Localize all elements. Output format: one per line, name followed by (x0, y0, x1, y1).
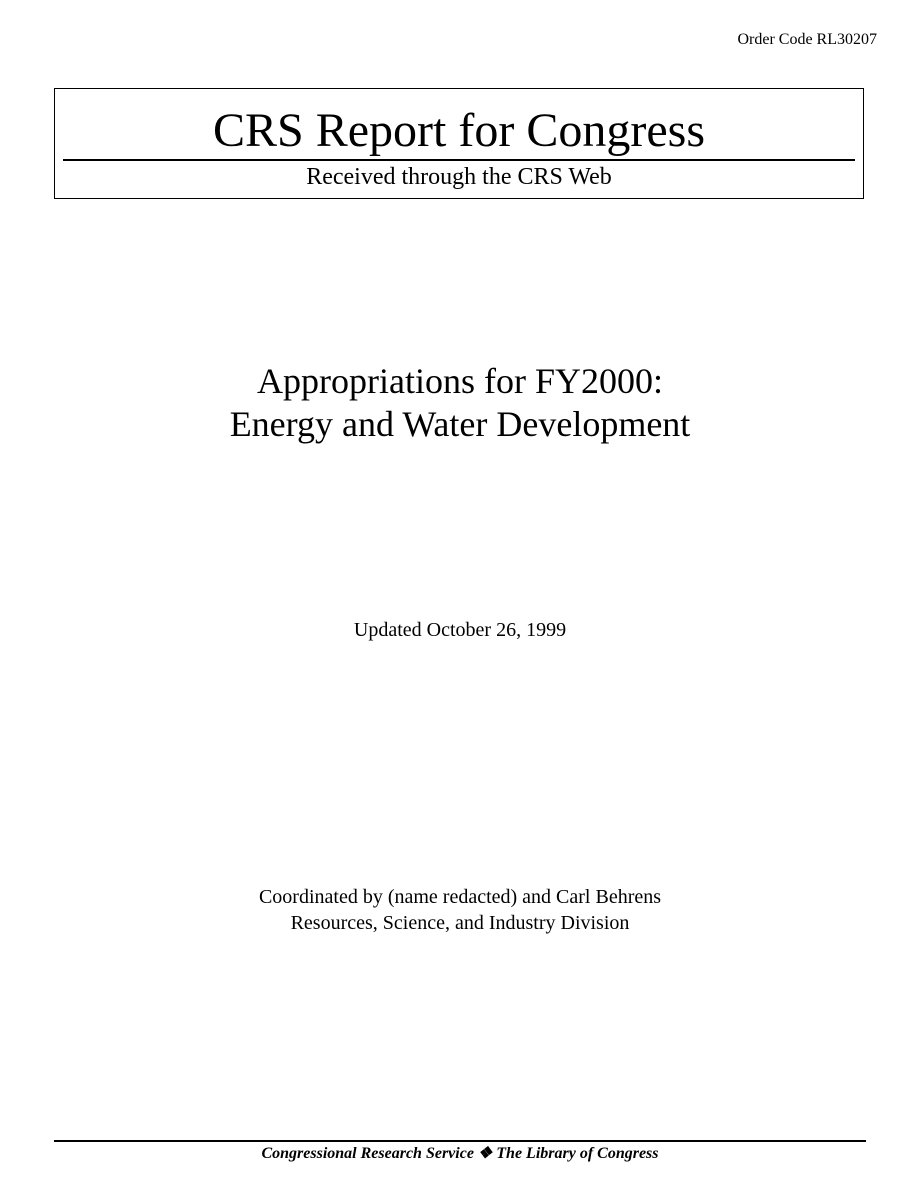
coordinators-line: Coordinated by (name redacted) and Carl Behrens (258, 886, 662, 908)
order-code: Order Code RL30207 (737, 31, 877, 48)
report-title-line-2: Energy and Water Development (229, 404, 691, 444)
report-header-box (54, 88, 864, 199)
footer-divider (54, 1140, 866, 1142)
report-title (0, 360, 920, 446)
footer-text: Congressional Research Service ❖ The Library of Congress (261, 1145, 659, 1162)
header-subtitle: Received through the CRS Web (306, 164, 612, 190)
report-title-line-1: Appropriations for FY2000: (257, 361, 663, 401)
header-divider (63, 159, 855, 161)
division-line: Resources, Science, and Industry Division (290, 912, 630, 934)
authors-block (0, 884, 920, 936)
updated-date: Updated October 26, 1999 (353, 619, 567, 641)
header-title: CRS Report for Congress (213, 104, 705, 157)
